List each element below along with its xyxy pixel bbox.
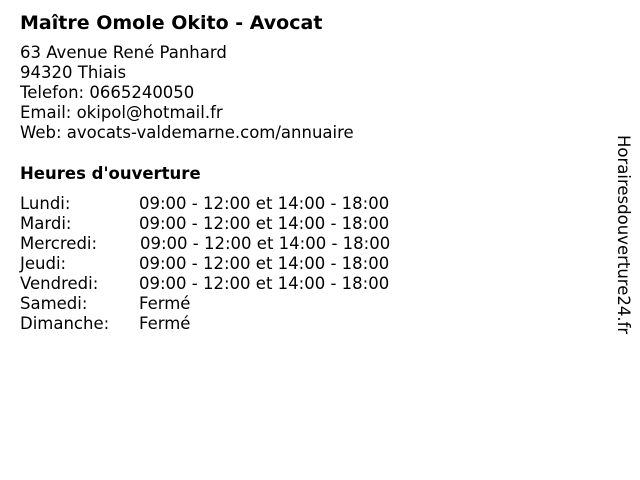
day-hours: 09:00 - 12:00 et 14:00 - 18:00 — [140, 234, 391, 253]
day-hours: 09:00 - 12:00 et 14:00 - 18:00 — [139, 274, 390, 293]
day-label: Jeudi: — [20, 254, 67, 273]
day-hours: Fermé — [139, 314, 191, 333]
phone-number: Telefon: 0665240050 — [20, 83, 195, 102]
day-label: Lundi: — [20, 194, 71, 213]
contact-info — [20, 43, 354, 143]
day-label: Samedi: — [20, 294, 88, 313]
website-url: Web: avocats-valdemarne.com/annuaire — [20, 123, 354, 142]
day-hours: Fermé — [139, 294, 191, 313]
day-hours: 09:00 - 12:00 et 14:00 - 18:00 — [139, 254, 390, 273]
day-hours: 09:00 - 12:00 et 14:00 - 18:00 — [139, 194, 390, 213]
day-label: Mardi: — [20, 214, 72, 233]
page-title: Maître Omole Okito - Avocat — [20, 12, 323, 34]
day-hours: 09:00 - 12:00 et 14:00 - 18:00 — [139, 214, 390, 233]
email-address: Email: okipol@hotmail.fr — [20, 103, 223, 122]
day-label: Vendredi: — [20, 274, 99, 293]
day-label: Dimanche: — [20, 314, 110, 333]
day-label: Mercredi: — [20, 234, 98, 253]
city-postal: 94320 Thiais — [20, 63, 127, 82]
street-address: 63 Avenue René Panhard — [20, 43, 227, 62]
watermark-text: Horairesdouverture24.fr — [614, 135, 633, 335]
opening-hours-heading: Heures d'ouverture — [20, 164, 201, 183]
site-watermark — [611, 135, 635, 371]
